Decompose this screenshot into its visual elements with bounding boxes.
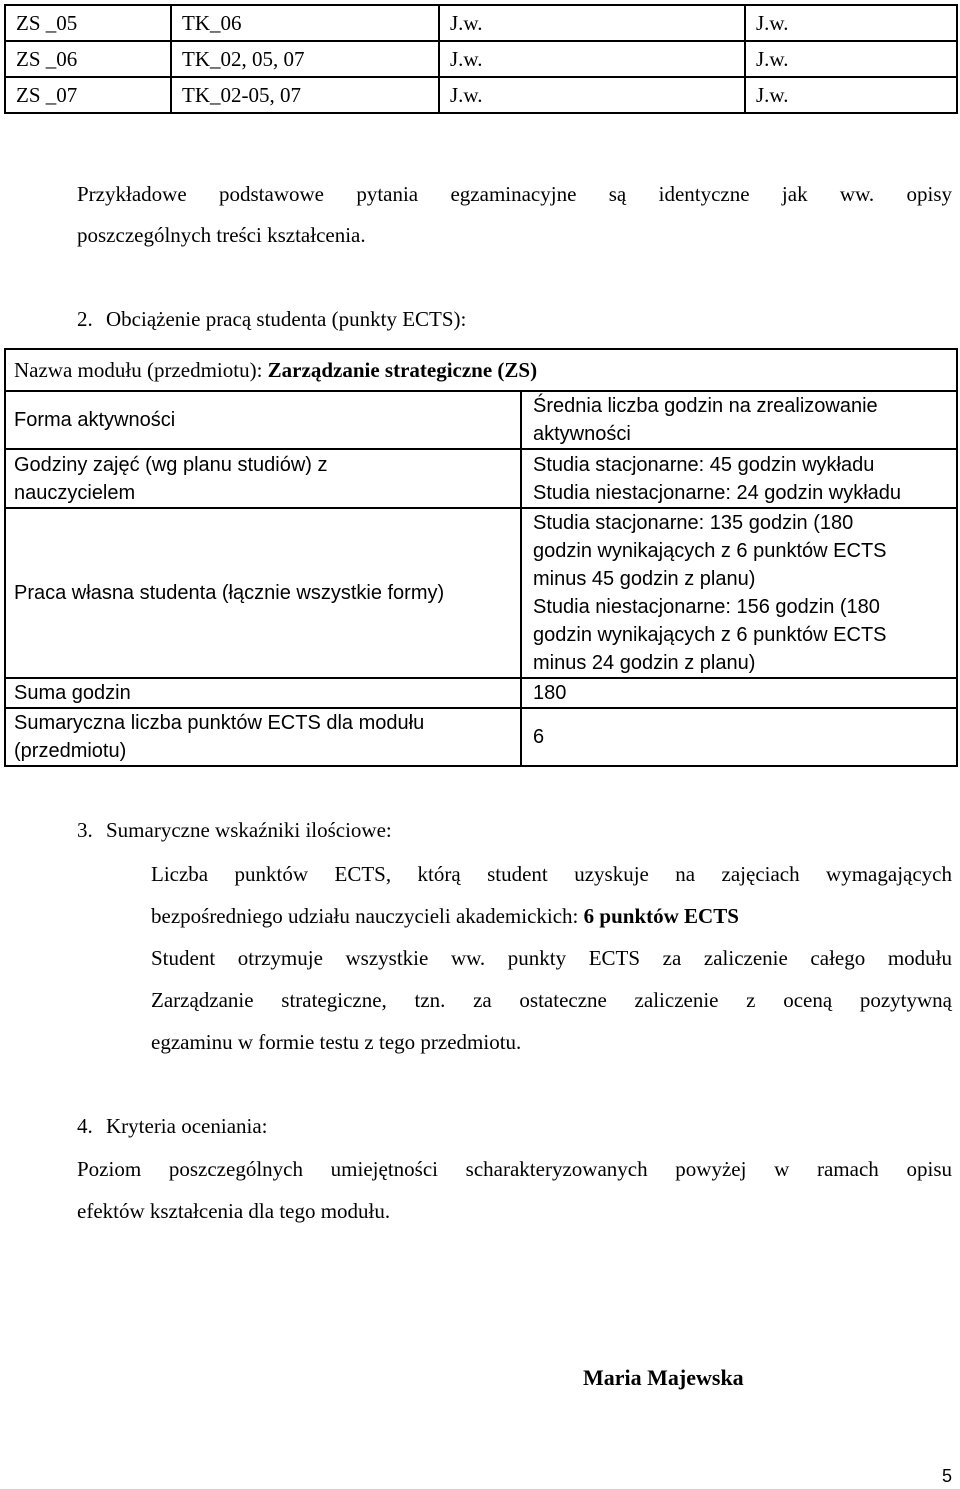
line-text: bezpośredniego udziału nauczycieli akademickich: xyxy=(151,904,584,928)
paragraph-line: Liczba punktów ECTS, którą student uzyskuje na zajęciach wymagających xyxy=(151,862,952,886)
cell-line: minus 24 godzin z planu) xyxy=(533,652,756,674)
cell-line: nauczycielem xyxy=(14,482,136,504)
paragraph-line: Zarządzanie strategiczne, tzn. za ostateczne zaliczenie z oceną pozytywną xyxy=(151,988,952,1012)
ects-label-cell xyxy=(5,708,521,766)
cell-line: godzin wynikających z 6 punktów ECTS xyxy=(533,624,887,646)
section-title: Obciążenie pracą studenta (punkty ECTS): xyxy=(106,307,467,331)
paragraph-line: efektów kształcenia dla tego modułu. xyxy=(77,1199,391,1223)
module-label: Nazwa modułu (przedmiotu): xyxy=(14,358,268,382)
ects-table xyxy=(4,348,958,767)
cell-line: godzin wynikających z 6 punktów ECTS xyxy=(533,540,887,562)
table-row xyxy=(5,391,957,449)
table-cell: ZS _05 xyxy=(5,5,171,41)
table-cell: TK_02-05, 07 xyxy=(171,77,439,113)
cell-line: minus 45 godzin z planu) xyxy=(533,568,756,590)
header-hours-line: aktywności xyxy=(533,423,631,445)
intro-paragraph xyxy=(77,174,952,256)
sum-value: 180 xyxy=(533,682,567,704)
table-cell: J.w. xyxy=(439,41,745,77)
header-hours-line: Średnia liczba godzin na zrealizowanie xyxy=(533,395,878,417)
table-row xyxy=(5,449,957,508)
table-row xyxy=(5,41,957,77)
cell-line: Studia stacjonarne: 135 godzin (180 xyxy=(533,512,854,534)
table-row xyxy=(5,349,957,391)
table-cell: J.w. xyxy=(745,5,957,41)
section-3-body xyxy=(151,853,952,1063)
section-4-heading xyxy=(77,1114,268,1139)
contact-hours-label-cell xyxy=(5,449,521,508)
table-cell: J.w. xyxy=(745,41,957,77)
module-name: Zarządzanie strategiczne (ZS) xyxy=(267,358,538,382)
cell-line: (przedmiotu) xyxy=(14,740,127,762)
self-study-label-cell xyxy=(5,508,521,678)
table-cell: J.w. xyxy=(439,5,745,41)
signature: Maria Majewska xyxy=(583,1365,744,1390)
page-number: 5 xyxy=(941,1466,952,1486)
paragraph-line: Przykładowe podstawowe pytania egzaminacyjne są identyczne jak ww. opisy xyxy=(77,182,952,206)
paragraph-line: poszczególnych treści kształcenia. xyxy=(77,223,366,247)
header-form: Forma aktywności xyxy=(14,409,176,431)
table-row xyxy=(5,678,957,708)
table-cell: TK_02, 05, 07 xyxy=(171,41,439,77)
cell-line: Studia stacjonarne: 45 godzin wykładu xyxy=(533,453,875,476)
ects-value-cell xyxy=(521,708,957,766)
table-cell: J.w. xyxy=(439,77,745,113)
module-name-cell xyxy=(5,349,957,391)
section-number: 2. xyxy=(77,307,93,331)
section-number: 3. xyxy=(77,818,93,842)
self-study-value-cell xyxy=(521,508,957,678)
cell-line: Godziny zajęć (wg planu studiów) z xyxy=(14,454,328,476)
cell-line: Studia niestacjonarne: 156 godzin (180 xyxy=(533,596,880,618)
cell-line: Studia niestacjonarne: 24 godzin wykładu xyxy=(533,481,902,504)
table-row xyxy=(5,708,957,766)
section-2-heading xyxy=(77,307,466,332)
section-title: Kryteria oceniania: xyxy=(106,1114,268,1138)
cell-line: Sumaryczna liczba punktów ECTS dla modułu xyxy=(14,712,425,734)
ects-points-bold: 6 punktów ECTS xyxy=(583,904,739,928)
table-cell: TK_06 xyxy=(171,5,439,41)
table-cell: ZS _06 xyxy=(5,41,171,77)
top-table xyxy=(4,4,958,114)
table-cell: J.w. xyxy=(745,77,957,113)
cell-text: Praca własna studenta (łącznie wszystkie formy) xyxy=(14,582,445,604)
header-hours-cell xyxy=(521,391,957,449)
paragraph-line: egzaminu w formie testu z tego przedmiotu. xyxy=(151,1030,522,1054)
table-cell: ZS _07 xyxy=(5,77,171,113)
section-title: Sumaryczne wskaźniki ilościowe: xyxy=(106,818,392,842)
paragraph-line xyxy=(151,895,952,937)
sum-label: Suma godzin xyxy=(14,682,131,704)
contact-hours-value-cell xyxy=(521,449,957,508)
ects-value: 6 xyxy=(533,726,545,748)
section-number: 4. xyxy=(77,1114,93,1138)
table-row xyxy=(5,77,957,113)
paragraph-line: Poziom poszczególnych umiejętności scharakteryzowanych powyżej w ramach opisu xyxy=(77,1157,952,1181)
section-3-heading xyxy=(77,818,392,843)
sum-label-cell xyxy=(5,678,521,708)
paragraph-line: Student otrzymuje wszystkie ww. punkty ECTS za zaliczenie całego modułu xyxy=(151,946,952,970)
table-row xyxy=(5,508,957,678)
section-4-body xyxy=(77,1148,952,1232)
sum-value-cell xyxy=(521,678,957,708)
table-row xyxy=(5,5,957,41)
header-form-cell xyxy=(5,391,521,449)
